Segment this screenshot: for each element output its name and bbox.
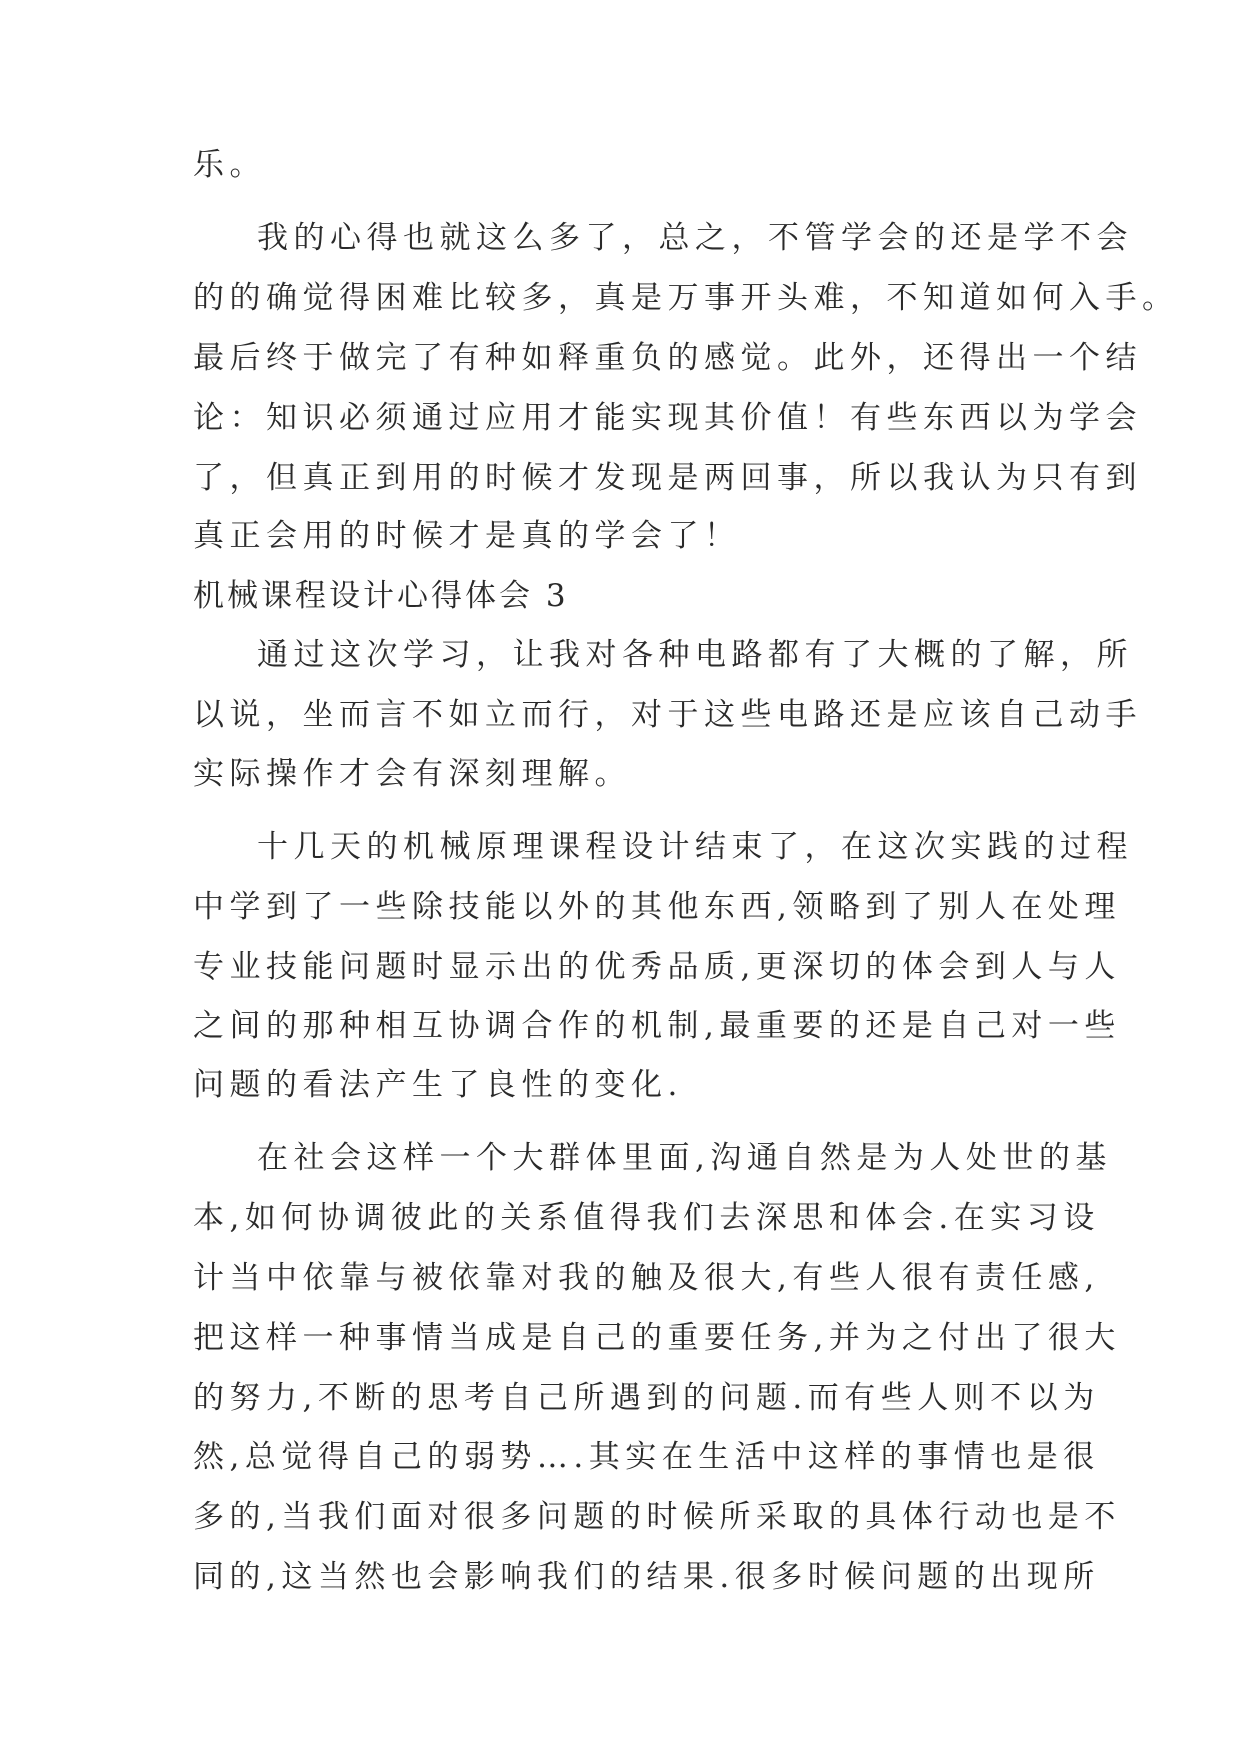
text-line: 把这样一种事情当成是自己的重要任务,并为之付出了很大 [193,1320,1121,1356]
text-line: 专业技能问题时显示出的优秀品质,更深切的体会到人与人 [193,949,1121,985]
paragraph-first-line: 在社会这样一个大群体里面,沟通自然是为人处世的基 [257,1140,1112,1176]
section-heading: 机械课程设计心得体会 3 [193,578,569,614]
paragraph-first-line: 通过这次学习，让我对各种电路都有了大概的了解，所 [257,637,1133,673]
text-line: 论：知识必须通过应用才能实现其价值！有些东西以为学会 [193,400,1142,436]
text-line: 之间的那种相互协调合作的机制,最重要的还是自己对一些 [193,1008,1121,1044]
text-line: 真正会用的时候才是真的学会了！ [193,518,741,554]
paragraph-first-line: 十几天的机械原理课程设计结束了，在这次实践的过程 [257,829,1133,865]
text-line: 问题的看法产生了良性的变化. [193,1067,683,1103]
text-line: 的努力,不断的思考自己所遇到的问题.而有些人则不以为 [193,1380,1100,1416]
text-line: 了，但真正到用的时候才发现是两回事，所以我认为只有到 [193,460,1142,496]
text-line: 然,总觉得自己的弱势….其实在生活中这样的事情也是很 [193,1439,1100,1475]
text-line: 多的,当我们面对很多问题的时候所采取的具体行动也是不 [193,1499,1121,1535]
text-line: 最后终于做完了有种如释重负的感觉。此外，还得出一个结 [193,340,1142,376]
text-line: 中学到了一些除技能以外的其他东西,领略到了别人在处理 [193,889,1121,925]
text-line: 计当中依靠与被依靠对我的触及很大,有些人很有责任感, [193,1260,1100,1296]
text-line: 本,如何协调彼此的关系值得我们去深思和体会.在实习设 [193,1200,1100,1236]
text-line: 乐。 [193,147,266,183]
text-line: 以说，坐而言不如立而行，对于这些电路还是应该自己动手 [193,697,1142,733]
paragraph-first-line: 我的心得也就这么多了，总之，不管学会的还是学不会 [257,220,1133,256]
text-line: 同的,这当然也会影响我们的结果.很多时候问题的出现所 [193,1559,1100,1595]
text-line: 实际操作才会有深刻理解。 [193,756,631,792]
text-line: 的的确觉得困难比较多，真是万事开头难，不知道如何入手。 [193,280,1179,316]
